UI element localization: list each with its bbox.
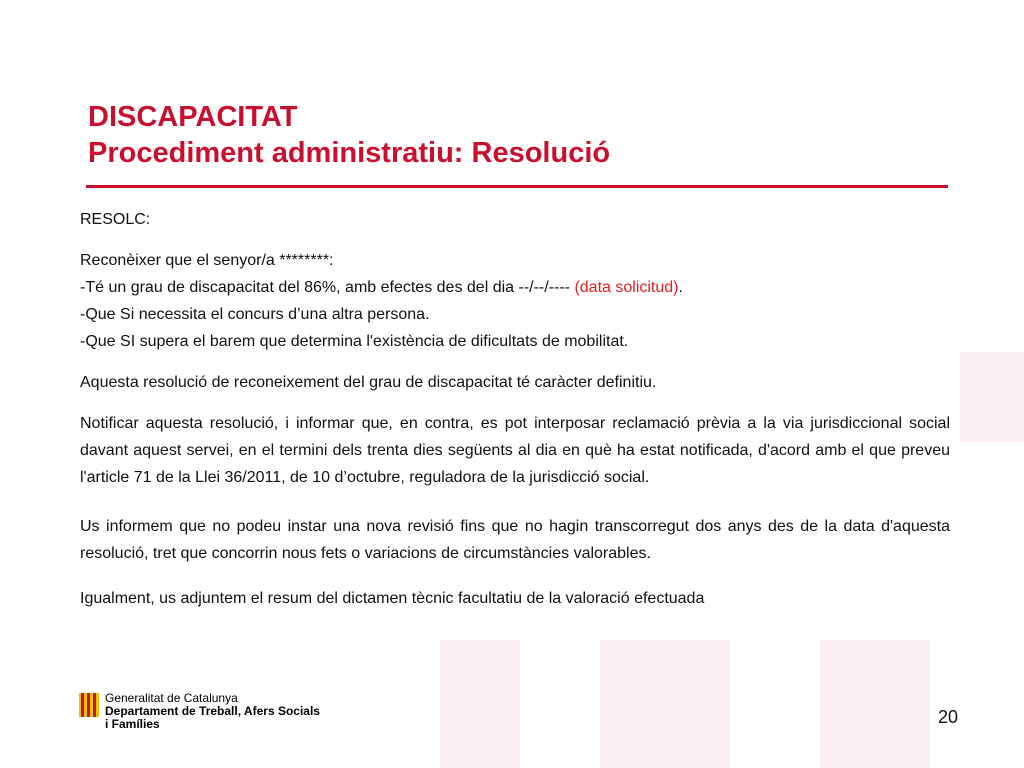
- footer-organization: [105, 692, 320, 731]
- background-stripe: [820, 640, 930, 768]
- item-mobility: -Que SI supera el barem que determina l'existència de dificultats de mobilitat.: [80, 333, 629, 350]
- organization-name: Generalitat de Catalunya: [105, 691, 238, 705]
- slide-title-line2: Procediment administratiu: Resolució: [88, 137, 611, 169]
- background-stripe: [960, 352, 1024, 442]
- department-name-line1: Departament de Treball, Afers Socials: [105, 704, 320, 718]
- paragraph-revision: Us informem que no podeu instar una nova revisió fins que no hagin transcorregut dos anys des de la data d'aquesta resolució, tret que concorrin nous fets o variacions de circumstàncies valorables.: [80, 518, 950, 562]
- page-number: 20: [938, 707, 959, 727]
- resolution-document: [76, 202, 956, 616]
- generalitat-logo-icon: [78, 692, 100, 718]
- background-stripe: [440, 640, 520, 768]
- paragraph-definitive: Aquesta resolució de reconeixement del grau de discapacitat té caràcter definitiu.: [80, 374, 657, 391]
- item-assistance: -Que Si necessita el concurs d’una altra persona.: [80, 306, 430, 323]
- item1-end: .: [678, 279, 683, 296]
- resolution-heading: RESOLC:: [80, 211, 151, 228]
- paragraph-notify: Notificar aquesta resolució, i informar que, en contra, es pot interposar reclamació prèvia a la via jurisdiccional social davant aquest servei, en el termini dels trenta dies següents al dia en què ha estat notificada, d'acord amb el que preveu l'article 71 de la Llei 36/2011, de 10 d’octubre, reguladora de la jurisdicció social.: [80, 415, 950, 486]
- item1-highlight: (data solicitud): [574, 279, 679, 296]
- item1-text: -Té un grau de discapacitat del 86%, amb efectes des del dia --/--/----: [80, 279, 575, 296]
- department-name-line2: i Famílies: [105, 717, 160, 731]
- background-watermark: [0, 0, 80, 768]
- background-stripe: [600, 640, 730, 768]
- slide-title-line1: DISCAPACITAT: [88, 101, 298, 133]
- slide-title: [88, 99, 610, 171]
- paragraph-attach: Igualment, us adjuntem el resum del dictamen tècnic facultatiu de la valoració efectuada: [80, 590, 705, 607]
- item-disability-degree: [80, 274, 950, 301]
- title-divider: [86, 185, 948, 188]
- recognition-intro: Reconèixer que el senyor/a ********:: [80, 252, 334, 269]
